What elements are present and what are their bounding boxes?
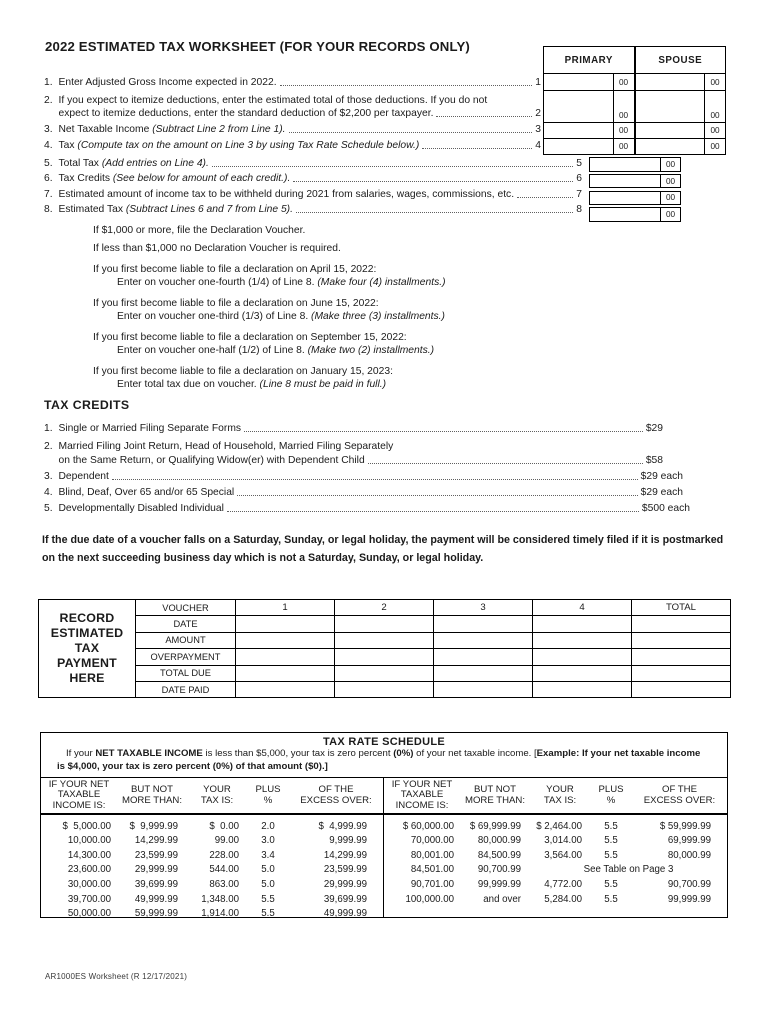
dotted-leader: [227, 511, 639, 512]
overpayment-cell[interactable]: [236, 649, 335, 665]
credit-item-2: [44, 437, 693, 469]
line-ref: 1: [535, 77, 541, 88]
line-text: Estimated Tax (Subtract Lines 6 and 7 from Line 5).: [58, 204, 293, 216]
line3-amount-row: [544, 122, 725, 138]
line7-amount-box: [589, 191, 681, 206]
date-cell[interactable]: [236, 616, 335, 632]
line-number: 8.: [44, 204, 53, 216]
line-ref: 5: [576, 157, 582, 169]
amount-cell[interactable]: [335, 632, 434, 648]
credit-text: Dependent: [58, 470, 109, 482]
line-number: 7.: [44, 188, 53, 200]
rate-table-left: [41, 778, 384, 920]
worksheet-line-3: [44, 122, 541, 138]
credit-text: Blind, Deaf, Over 65 and/or 65 Special: [58, 486, 235, 498]
spouse-column-header: SPOUSE: [634, 47, 726, 73]
rate-row: 100,000.00 and over 5,284.00 5.5 99,999.99: [405, 893, 711, 905]
tax-rate-schedule-intro: If your NET TAXABLE INCOME is less than $5,000, your tax is zero percent (0%) of your net taxable income. [Example: If your net taxable income is $4,000, your tax is zero percent (0%) of that amount ($0).]: [57, 748, 701, 772]
tax-rate-schedule: [40, 732, 728, 918]
voucher-col-1: 1: [236, 600, 335, 616]
date-paid-cell[interactable]: [434, 681, 533, 697]
payment-record-table: [38, 599, 731, 698]
worksheet-line-2: [44, 91, 541, 122]
line7-cents: 00: [660, 192, 680, 205]
date-cell[interactable]: [533, 616, 632, 632]
rate-row: 39,700.00 49,999.99 1,348.00 5.5 39,699.99: [67, 893, 367, 905]
overpayment-cell[interactable]: [632, 649, 731, 665]
row-label-amount: AMOUNT: [136, 632, 236, 648]
dotted-leader: [293, 181, 573, 182]
rate-row: 30,000.00 39,699.99 863.00 5.0 29,999.99: [67, 878, 367, 890]
line1-spouse-amount-field[interactable]: [636, 74, 705, 90]
installment-january: [93, 365, 446, 392]
amount-cell[interactable]: [632, 632, 731, 648]
total-due-cell[interactable]: [335, 665, 434, 681]
line8-cents: 00: [660, 208, 680, 221]
line6-cents: 00: [660, 175, 680, 188]
installment-action: Enter total tax due on voucher. (Line 8 must be paid in full.): [117, 379, 387, 390]
line-number: 2.: [44, 94, 53, 106]
line8-amount-field[interactable]: [590, 208, 660, 221]
line-number: 5.: [44, 157, 53, 169]
rate-row: 80,001.00 84,500.99 3,564.00 5.5 80,000.99: [410, 849, 711, 861]
rate-table-right-rows: [384, 819, 727, 906]
amount-cell[interactable]: [434, 632, 533, 648]
worksheet-line-5: [44, 157, 582, 172]
form-footer: AR1000ES Worksheet (R 12/17/2021): [45, 972, 188, 981]
line-text: Enter Adjusted Gross Income expected in 2022.: [58, 77, 277, 88]
date-paid-cell[interactable]: [335, 681, 434, 697]
rate-row: 10,000.00 14,299.99 99.00 3.0 9,999.99: [67, 835, 367, 847]
lines5-8-amount-boxes: [589, 157, 681, 224]
rate-row: $ 60,000.00 $ 69,999.99 $ 2,464.00 5.5 $ 59,999.99: [402, 820, 711, 832]
rate-row: $ 5,000.00 $ 9,999.99 $ 0.00 2.0 $ 4,999.99: [62, 820, 367, 832]
tax-credits-heading: TAX CREDITS: [44, 398, 130, 412]
line3-primary-amount-field[interactable]: [544, 123, 613, 138]
primary-spouse-header: [544, 47, 725, 74]
date-cell[interactable]: [335, 616, 434, 632]
credit-amount: $29 each: [640, 486, 683, 498]
total-due-cell[interactable]: [533, 665, 632, 681]
dotted-leader: [422, 148, 532, 149]
holiday-note: If the due date of a voucher falls on a Saturday, Sunday, or legal holiday, the payment will be considered timely filed if it is postmarked on the next succeeding business day which is not a Saturday, Sunday, or legal holiday.: [42, 534, 724, 564]
line-text: If you expect to itemize deductions, enter the estimated total of those deductions. If you do not: [58, 94, 488, 106]
credit-text: Married Filing Joint Return, Head of Household, Married Filing Separately: [58, 440, 394, 452]
credit-item-5: [44, 501, 693, 517]
line-text: Net Taxable Income (Subtract Line 2 from Line 1).: [58, 124, 286, 135]
amount-cell[interactable]: [236, 632, 335, 648]
line-ref: 6: [576, 173, 582, 185]
overpayment-cell[interactable]: [335, 649, 434, 665]
line3-spouse-amount-field[interactable]: [636, 123, 705, 138]
line5-cents: 00: [660, 158, 680, 171]
rate-row: 70,000.00 80,000.99 3,014.00 5.5 69,999.99: [410, 835, 711, 847]
line-ref: 7: [576, 188, 582, 200]
rate-tables: [41, 777, 727, 920]
note-less-than-1000: If less than $1,000 no Declaration Voucher is required.: [93, 243, 341, 254]
installment-april: [93, 263, 446, 290]
line-number: 1.: [44, 77, 53, 88]
dotted-leader: [237, 495, 637, 496]
payment-record-label: RECORD ESTIMATED TAX PAYMENT HERE: [39, 600, 136, 698]
dotted-leader: [112, 479, 638, 480]
line2-spouse-amount-field[interactable]: [636, 91, 705, 122]
rate-table-right-header: IF YOUR NET TAXABLE INCOME IS: BUT NOT MORE THAN: YOUR TAX IS: PLUS % OF THE EXCESS OVER:: [384, 778, 727, 815]
rate-row: 23,600.00 29,999.99 544.00 5.0 23,599.99: [67, 864, 367, 876]
worksheet-lines: [44, 75, 582, 218]
line4-primary-cents: 00: [613, 139, 634, 155]
line6-amount-field[interactable]: [590, 175, 660, 188]
tax-credits-list: [44, 421, 693, 517]
rate-row-see-table: 84,501.00 90,700.99 See Table on Page 3: [384, 863, 727, 878]
dotted-leader: [289, 132, 533, 133]
line7-amount-field[interactable]: [590, 192, 660, 205]
rate-row: 90,701.00 99,999.99 4,772.00 5.5 90,700.99: [410, 878, 711, 890]
dotted-leader: [436, 116, 532, 117]
line1-primary-cents: 00: [613, 74, 634, 90]
installment-action: Enter on voucher one-third (1/3) of Line 8. (Make three (3) installments.): [117, 311, 445, 322]
page-title: 2022 ESTIMATED TAX WORKSHEET (FOR YOUR RECORDS ONLY): [45, 39, 470, 54]
date-cell[interactable]: [434, 616, 533, 632]
line-ref: 4: [535, 140, 541, 151]
dotted-leader: [368, 463, 643, 464]
installment-when: If you first become liable to file a declaration on January 15, 2023:: [93, 365, 393, 377]
line5-amount-field[interactable]: [590, 158, 660, 171]
credit-text: on the Same Return, or Qualifying Widow(er) with Dependent Child: [58, 454, 365, 466]
line1-primary-amount-field[interactable]: [544, 74, 613, 90]
rate-row: 14,300.00 23,599.99 228.00 3.4 14,299.99: [67, 849, 367, 861]
dotted-leader: [296, 212, 573, 213]
rate-table-left-header: IF YOUR NET TAXABLE INCOME IS: BUT NOT MORE THAN: YOUR TAX IS: PLUS % OF THE EXCESS OVER:: [41, 778, 383, 815]
line3-spouse-cents: 00: [704, 123, 725, 138]
credit-text: Single or Married Filing Separate Forms: [58, 423, 242, 434]
line3-primary-cents: 00: [613, 123, 634, 138]
worksheet-line-6: [44, 172, 582, 187]
row-label-date: DATE: [136, 616, 236, 632]
rate-table-left-rows: [41, 819, 383, 921]
date-cell[interactable]: [632, 616, 731, 632]
row-label-total-due: TOTAL DUE: [136, 665, 236, 681]
installment-september: [93, 331, 446, 358]
rate-table-right: [384, 778, 727, 917]
date-paid-cell[interactable]: [632, 681, 731, 697]
primary-column-header: PRIMARY: [564, 54, 613, 66]
line1-amount-row: [544, 74, 725, 90]
credit-amount: $58: [645, 454, 663, 466]
line-text: Tax Credits (See below for amount of each credit.).: [58, 173, 291, 185]
note-1000-or-more: If $1,000 or more, file the Declaration Voucher.: [93, 225, 306, 236]
declaration-notes: [93, 224, 446, 392]
installment-june: [93, 297, 446, 324]
line2-amount-row: [544, 90, 725, 122]
credit-item-4: [44, 485, 693, 501]
line4-amount-row: [544, 138, 725, 155]
line2-primary-cents: 00: [613, 91, 634, 122]
credit-amount: $29: [645, 423, 663, 434]
worksheet-line-8: [44, 203, 582, 218]
row-label-voucher: VOUCHER: [136, 600, 236, 616]
row-label-overpayment: OVERPAYMENT: [136, 649, 236, 665]
line-text: Estimated amount of income tax to be withheld during 2021 from salaries, wages, commissions, etc.: [58, 188, 515, 200]
dotted-leader: [244, 431, 643, 432]
row-label-date-paid: DATE PAID: [136, 681, 236, 697]
line5-amount-box: [589, 157, 681, 172]
rate-row: 50,000.00 59,999.99 1,914.00 5.5 49,999.99: [67, 908, 367, 920]
installment-when: If you first become liable to file a declaration on April 15, 2022:: [93, 263, 377, 275]
total-due-cell[interactable]: [632, 665, 731, 681]
credit-amount: $29 each: [640, 470, 683, 482]
dotted-leader: [517, 197, 573, 198]
dotted-leader: [212, 166, 573, 167]
line6-amount-box: [589, 174, 681, 189]
see-table-note: See Table on Page 3: [583, 864, 674, 876]
voucher-col-total: TOTAL: [632, 600, 731, 616]
installment-action: Enter on voucher one-fourth (1/4) of Line 8. (Make four (4) installments.): [117, 277, 446, 288]
line1-spouse-cents: 00: [704, 74, 725, 90]
primary-spouse-box: [543, 46, 726, 155]
credit-number: 3.: [44, 470, 53, 482]
total-due-cell[interactable]: [434, 665, 533, 681]
total-due-cell[interactable]: [236, 665, 335, 681]
dotted-leader: [280, 85, 533, 86]
line-number: 4.: [44, 140, 53, 151]
line-text: Total Tax (Add entries on Line 4).: [58, 157, 209, 169]
worksheet-line-1: [44, 75, 541, 91]
credit-number: 1.: [44, 423, 53, 434]
overpayment-cell[interactable]: [434, 649, 533, 665]
credit-amount: $500 each: [641, 502, 690, 514]
line-number: 3.: [44, 124, 53, 135]
voucher-col-2: 2: [335, 600, 434, 616]
line-ref: 2: [535, 108, 541, 119]
credit-number: 5.: [44, 502, 53, 514]
line2-primary-amount-field[interactable]: [544, 91, 613, 122]
worksheet-line-7: [44, 187, 582, 202]
voucher-col-3: 3: [434, 600, 533, 616]
line-number: 6.: [44, 173, 53, 185]
credit-item-3: [44, 469, 693, 485]
line4-spouse-amount-field[interactable]: [636, 139, 705, 155]
voucher-col-4: 4: [533, 600, 632, 616]
installment-when: If you first become liable to file a declaration on September 15, 2022:: [93, 331, 407, 343]
line8-amount-box: [589, 207, 681, 222]
credit-item-1: [44, 421, 693, 437]
credit-number: 4.: [44, 486, 53, 498]
line4-spouse-cents: 00: [704, 139, 725, 155]
line-text: Tax (Compute tax on the amount on Line 3 by using Tax Rate Schedule below.): [58, 140, 420, 151]
overpayment-cell[interactable]: [533, 649, 632, 665]
line2-spouse-cents: 00: [704, 91, 725, 122]
installment-when: If you first become liable to file a declaration on June 15, 2022:: [93, 297, 379, 309]
credit-number: 2.: [44, 440, 53, 452]
line4-primary-amount-field[interactable]: [544, 139, 613, 155]
line-text: expect to itemize deductions, enter the standard deduction of $2,200 per taxpayer.: [58, 108, 434, 119]
credit-text: Developmentally Disabled Individual: [58, 502, 224, 514]
tax-rate-schedule-title: TAX RATE SCHEDULE: [322, 736, 446, 748]
date-paid-cell[interactable]: [236, 681, 335, 697]
date-paid-cell[interactable]: [533, 681, 632, 697]
installment-action: Enter on voucher one-half (1/2) of Line 8. (Make two (2) installments.): [117, 345, 435, 356]
amount-cell[interactable]: [533, 632, 632, 648]
line-ref: 8: [576, 204, 582, 216]
worksheet-line-4: [44, 138, 541, 154]
line-ref: 3: [535, 124, 541, 135]
